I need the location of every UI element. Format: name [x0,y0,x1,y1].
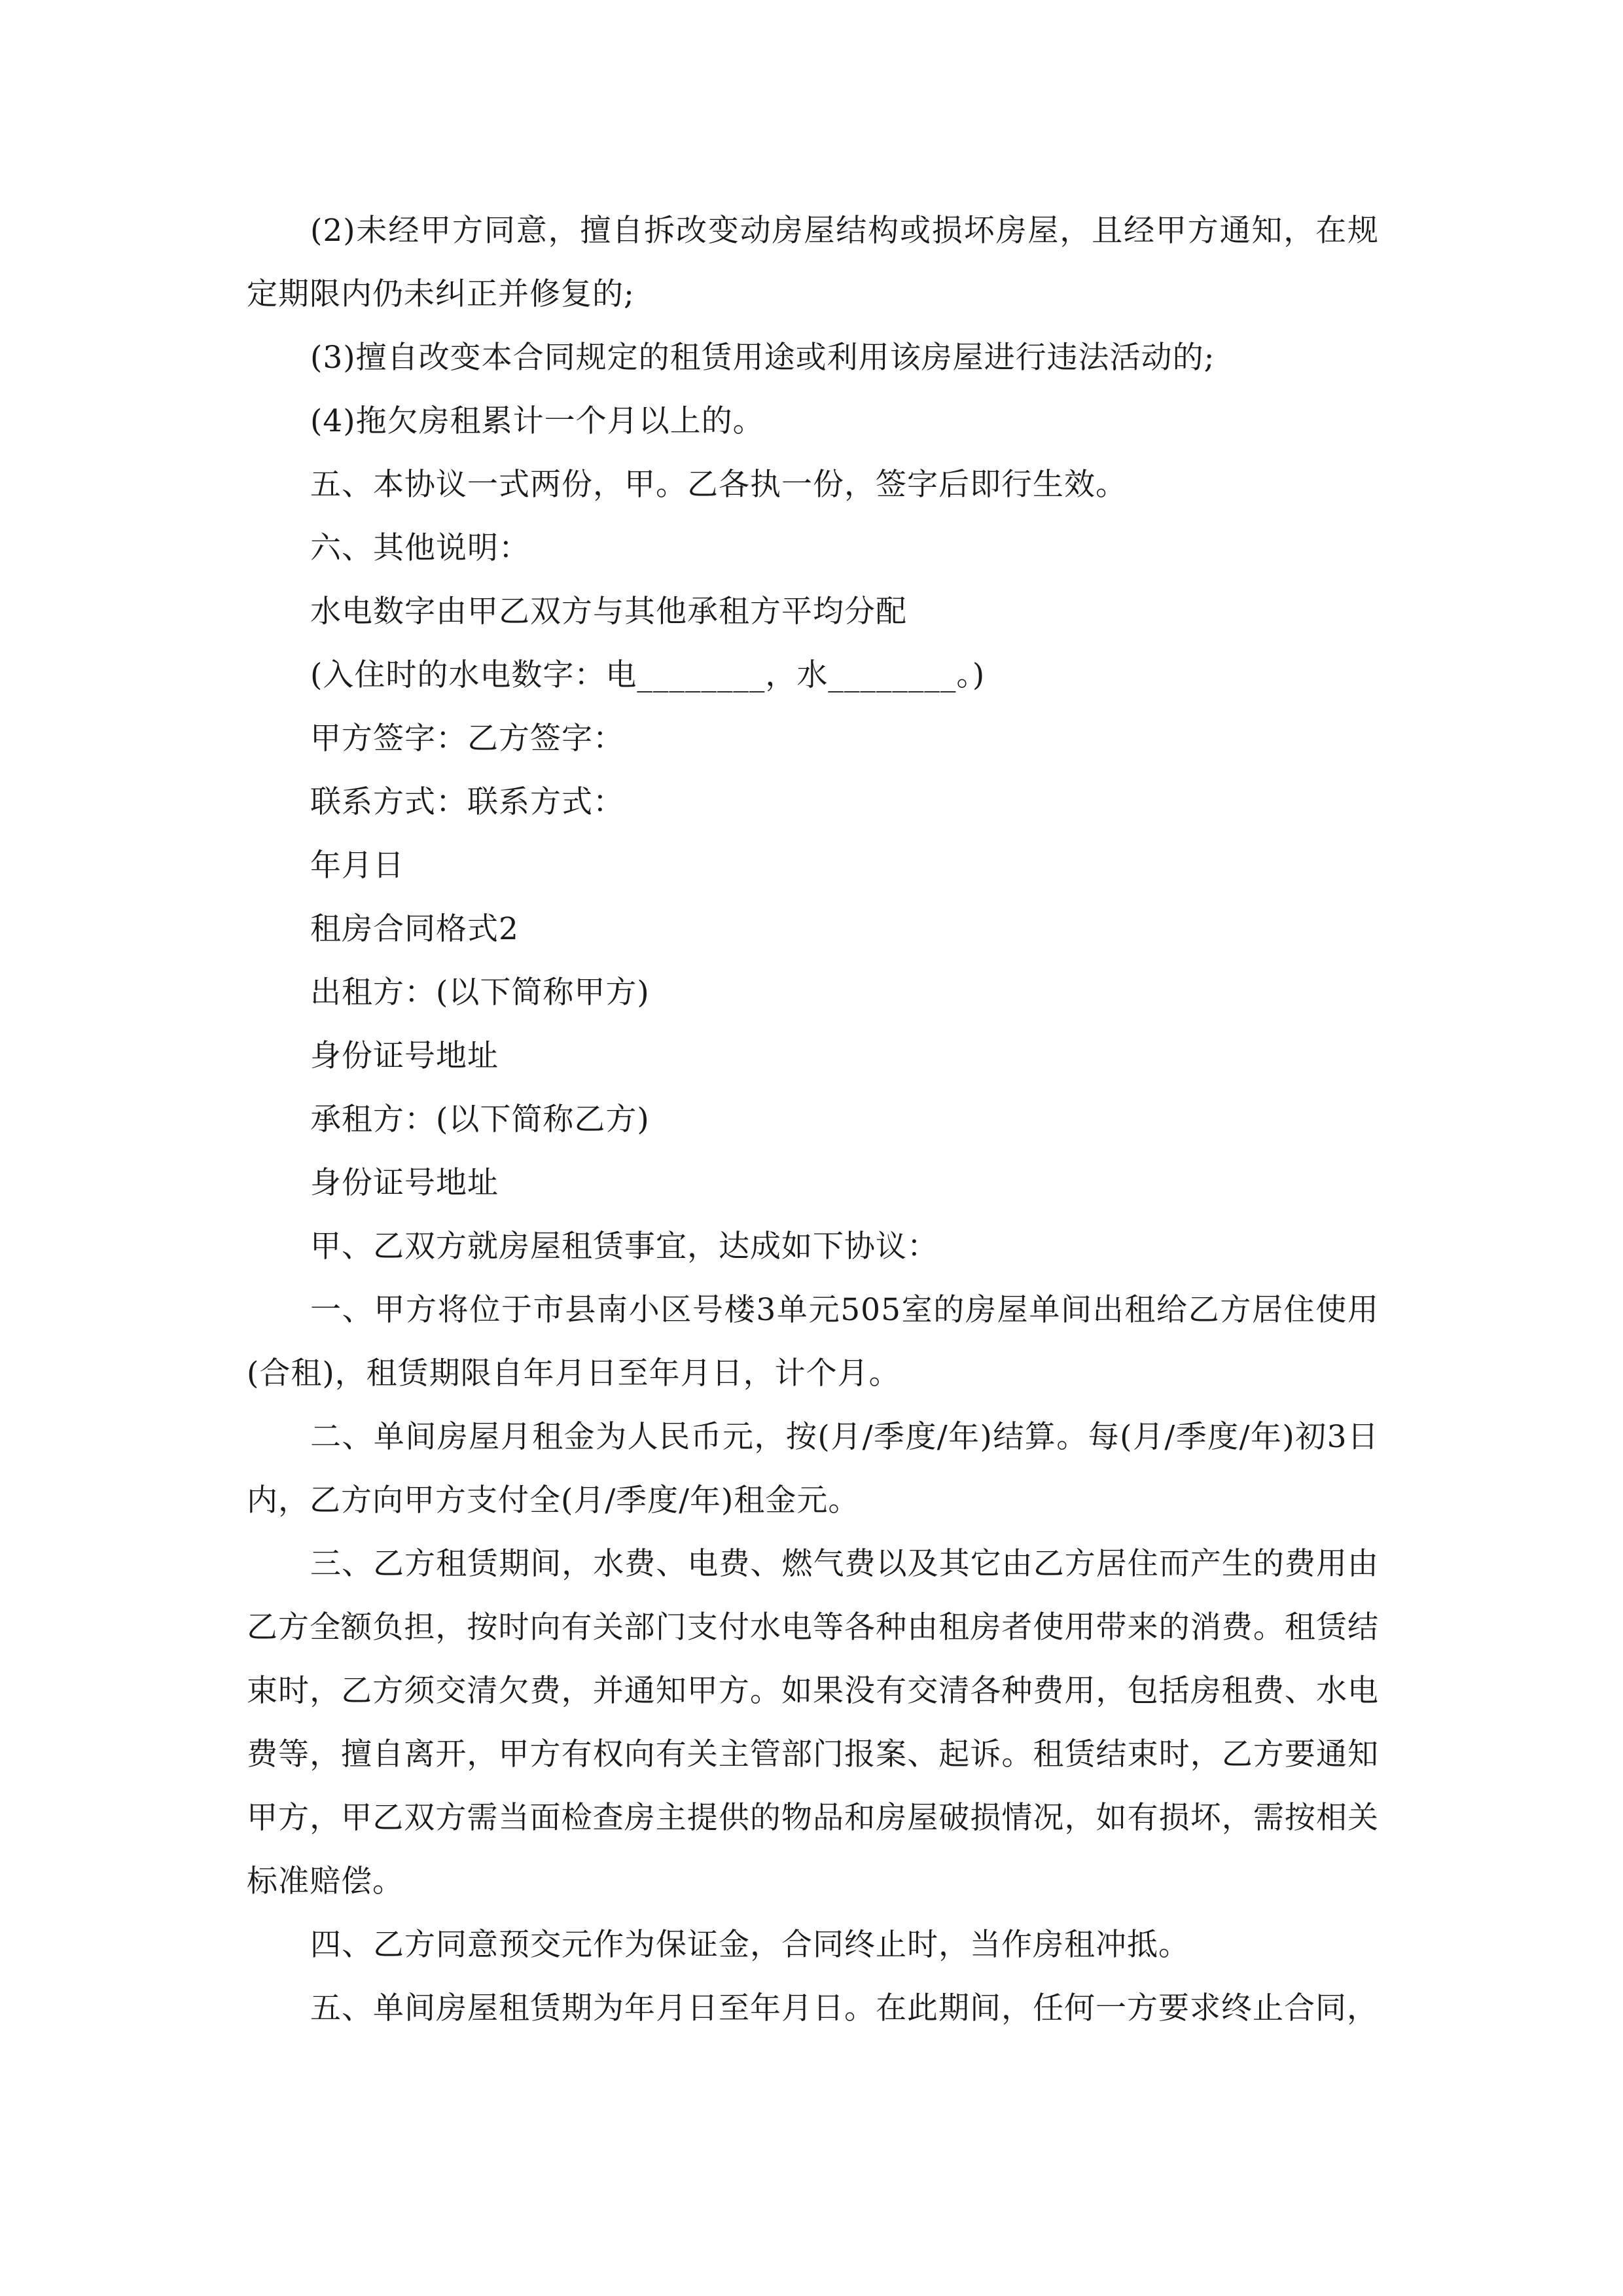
clause-2-unauthorized-alteration: (2)未经甲方同意，擅自拆改变动房屋结构或损坏房屋，且经甲方通知，在规定期限内仍未纠正并修复的; [247,213,1379,312]
lessee-line: 承租方：(以下简称乙方) [310,1102,650,1138]
section-6-other-notes: 六、其他说明： [310,530,530,566]
contact-line: 联系方式：联系方式： [310,784,624,820]
signature-line: 甲方签字：乙方签字： [310,721,624,757]
contract-format-2-title: 租房合同格式2 [310,911,519,947]
agreement-intro: 甲、乙双方就房屋租赁事宜，达成如下协议： [310,1229,938,1265]
date-line: 年月日 [310,848,404,884]
lessor-id-address: 身份证号地址 [310,1038,499,1074]
lessee-id-address: 身份证号地址 [310,1165,499,1201]
article-5-term: 五、单间房屋租赁期为年月日至年月日。在此期间，任何一方要求终止合同， [310,1990,1378,2026]
document-body [247,199,1379,2040]
section-5-copies: 五、本协议一式两份，甲。乙各执一份，签字后即行生效。 [310,467,1127,503]
clause-4-rent-arrears: (4)拖欠房租累计一个月以上的。 [310,403,764,439]
utilities-reading-line: (入住时的水电数字：电________，水________。) [310,657,986,693]
article-3-utilities: 三、乙方租赁期间，水费、电费、燃气费以及其它由乙方居住而产生的费用由乙方全额负担，按时向有关部门支付水电等各种由租房者使用带来的消费。租赁结束时，乙方须交清欠费，并通知甲方。如果没有交清各种费用，包括房租费、水电费等，擅自离开，甲方有权向有关主管部门报案、起诉。租赁结束时，乙方要通知甲方，甲乙双方需当面检查房主提供的物品和房屋破损情况，如有损坏，需按相关标准赔偿。 [247,1546,1379,1899]
utilities-split-note: 水电数字由甲乙双方与其他承租方平均分配 [310,594,907,630]
lessor-line: 出租方：(以下简称甲方) [310,975,650,1011]
clause-3-illegal-use: (3)擅自改变本合同规定的租赁用途或利用该房屋进行违法活动的; [310,340,1215,376]
article-1-premises: 一、甲方将位于市县南小区号楼3单元505室的房屋单间出租给乙方居住使用(合租)，租赁期限自年月日至年月日，计个月。 [247,1292,1379,1391]
article-2-rent: 二、单间房屋月租金为人民币元，按(月/季度/年)结算。每(月/季度/年)初3日内，乙方向甲方支付全(月/季度/年)租金元。 [247,1419,1379,1518]
article-4-deposit: 四、乙方同意预交元作为保证金，合同终止时，当作房租冲抵。 [310,1927,1190,1963]
